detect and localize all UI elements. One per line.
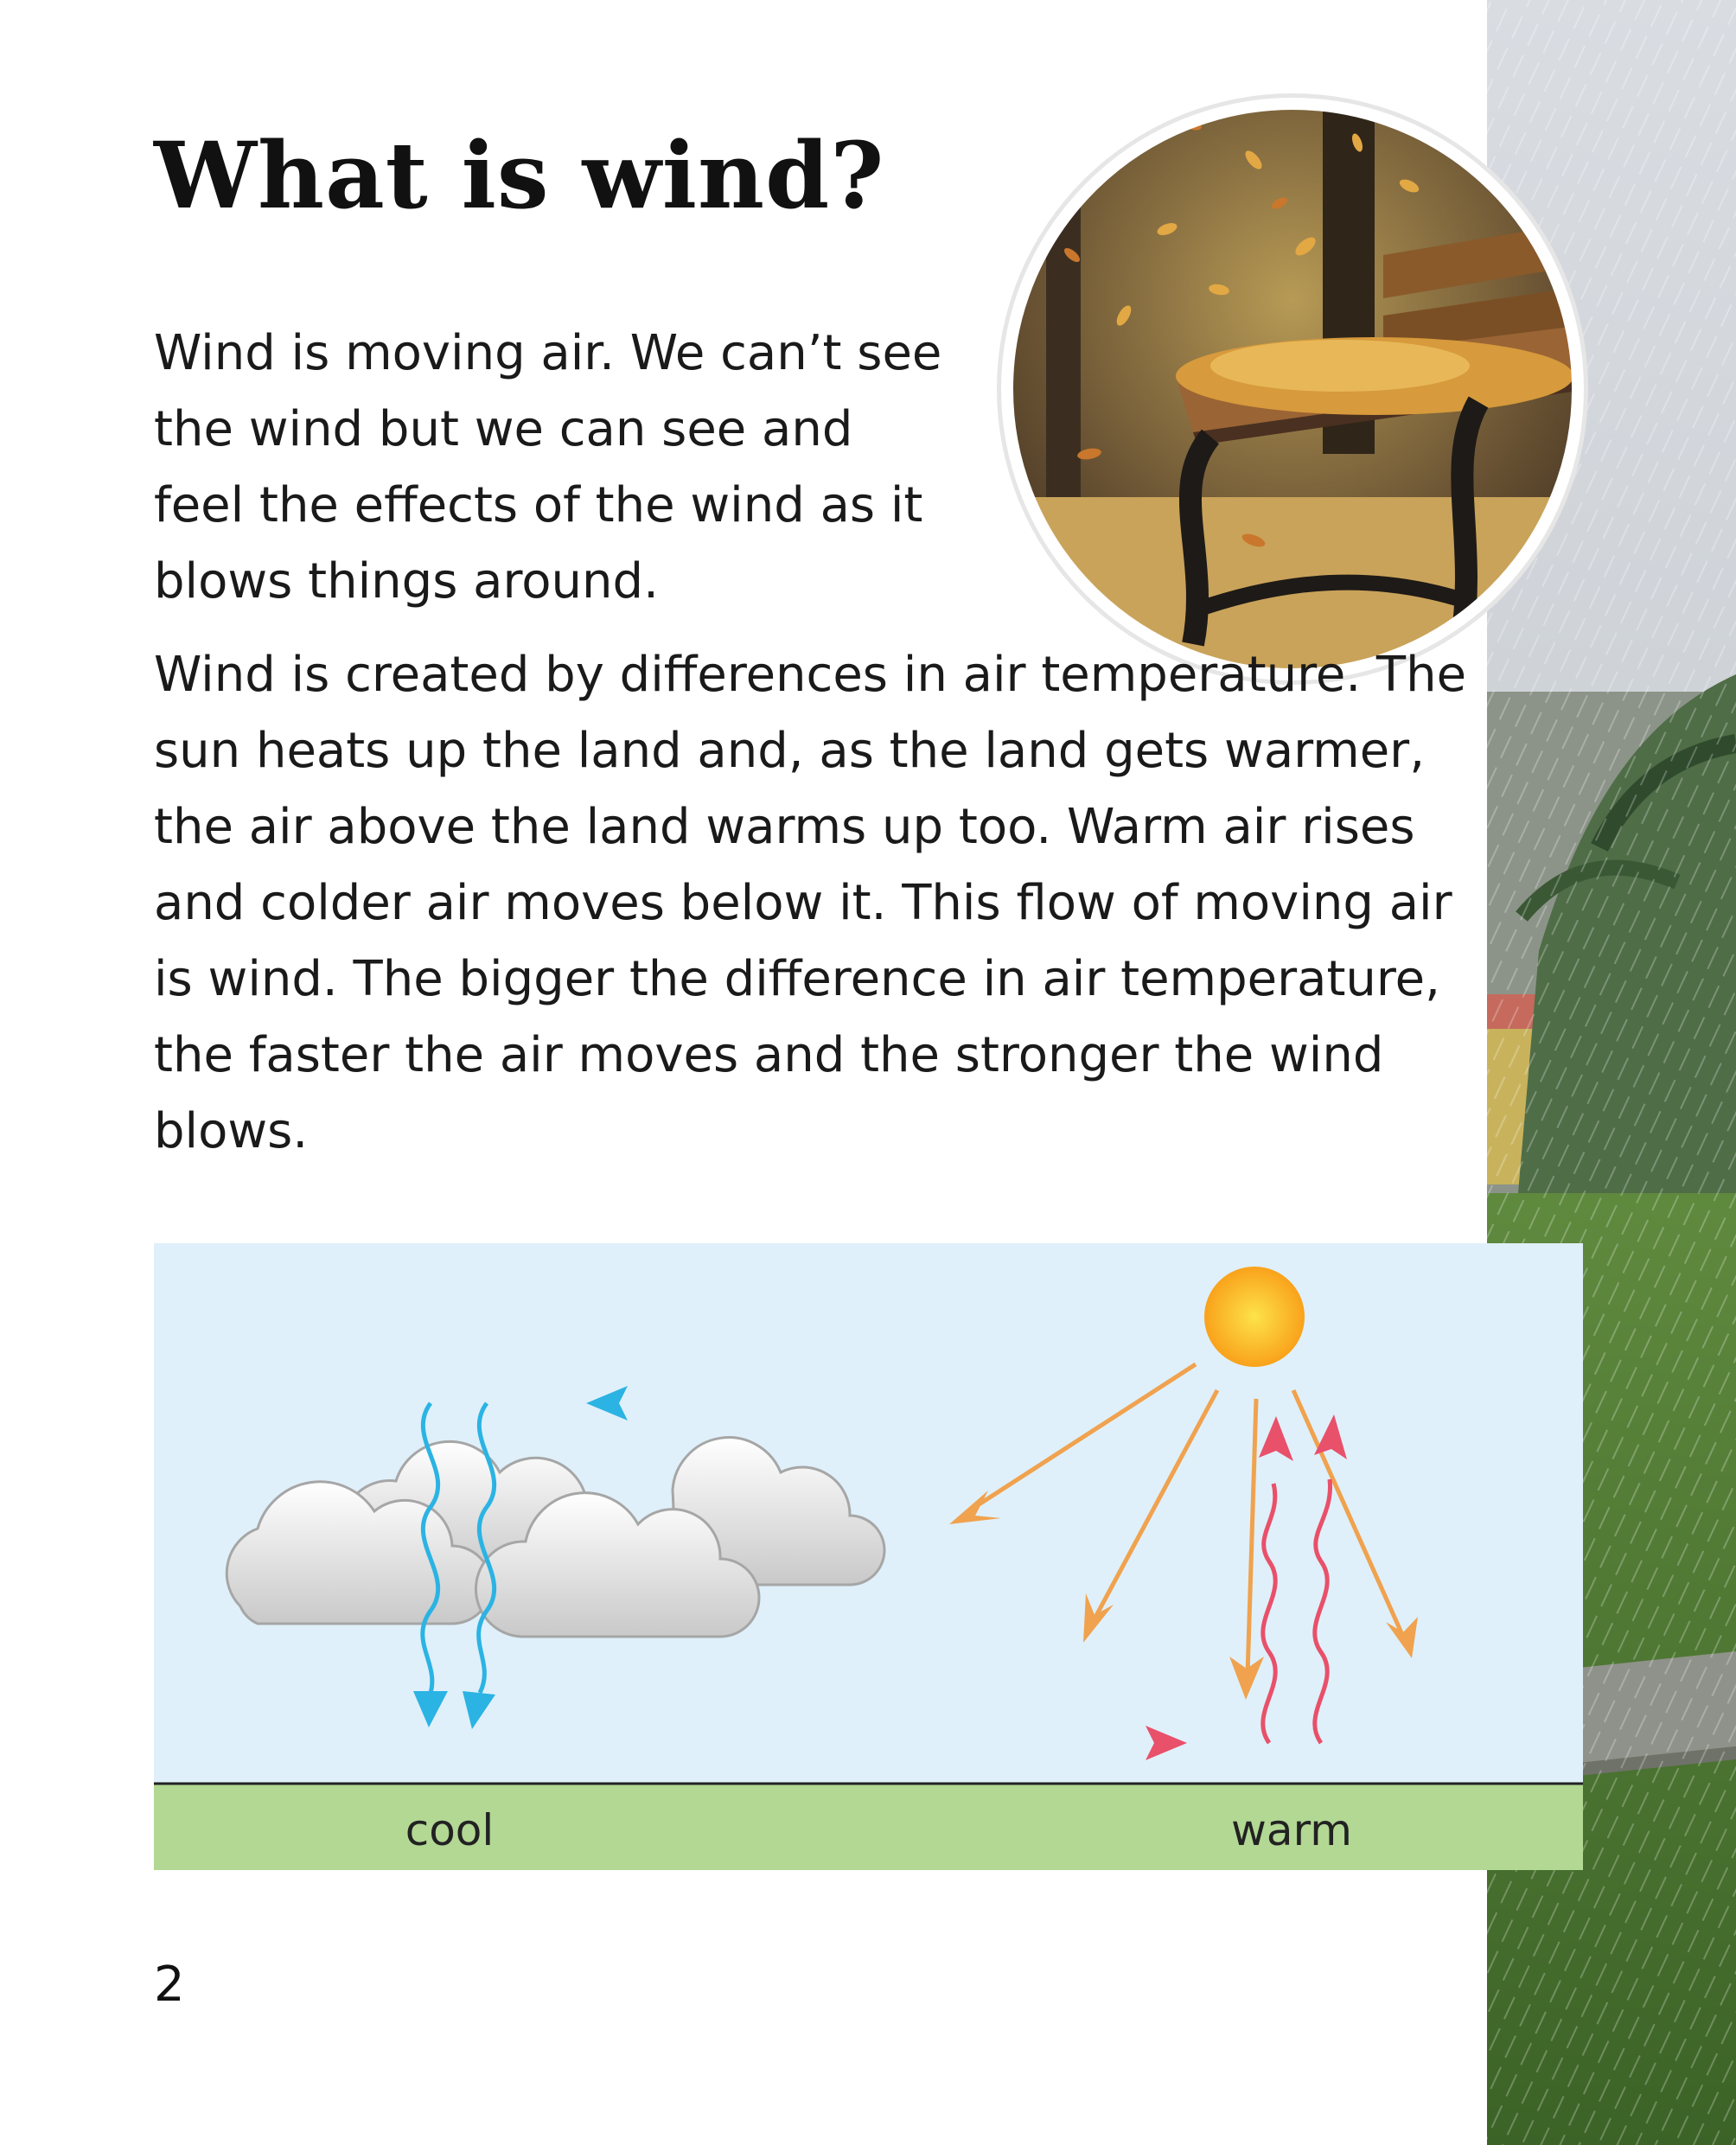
paragraph-intro: Wind is moving air. We can’t see the wind but we can see and feel the effects of the wind as it blows things around. (154, 325, 942, 610)
sun-icon (1204, 1267, 1305, 1367)
page-title: What is wind? (154, 121, 885, 229)
page-number: 2 (154, 1957, 185, 2013)
body-text (154, 316, 1477, 1170)
warm-label: warm (1231, 1805, 1352, 1855)
paragraph-explanation: Wind is created by differences in air temperature. The sun heats up the land and, as the land gets warmer, the air above the land warms up too. Warm air rises and colder air moves below it. This flow of moving air is wind. The bigger the difference in air temperature, the faster the air moves and the stronger the wind blows. (154, 647, 1467, 1159)
wind-diagram (154, 1243, 1583, 1870)
ground-area (154, 1784, 1583, 1870)
cool-label: cool (405, 1805, 495, 1855)
